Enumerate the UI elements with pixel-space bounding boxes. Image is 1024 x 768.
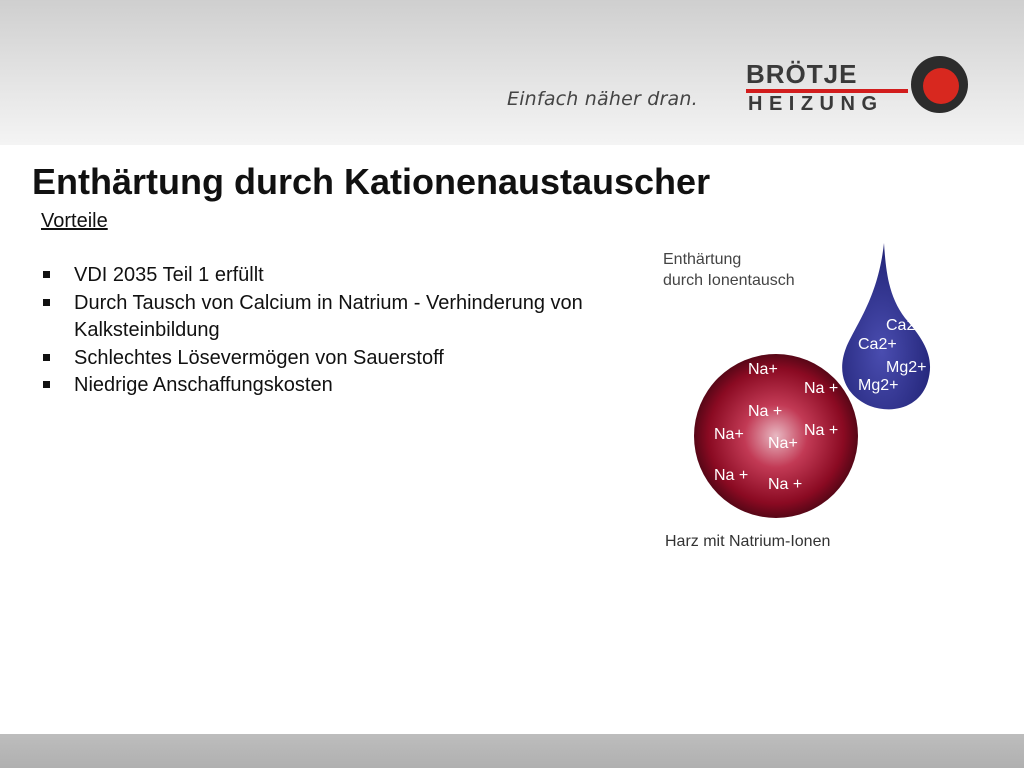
resin-ion-label: Na + [804, 380, 839, 397]
drop-ion-label: Mg2+ [858, 377, 899, 394]
slogan: Einfach näher dran. [507, 88, 698, 110]
resin-ion-label: Na+ [768, 435, 798, 452]
resin-ion-label: Na + [714, 467, 749, 484]
footer-band [0, 734, 1024, 768]
bullet-square-icon [43, 354, 50, 361]
resin-ion-label: Na + [748, 403, 783, 420]
logo-circle-icon [911, 56, 968, 113]
drop-ion-label: Ca2+ [886, 317, 925, 334]
advantages-list [41, 262, 641, 400]
resin-ion-label: Na+ [748, 361, 778, 378]
figure-title-line: Enthärtung [663, 251, 742, 268]
resin-ion-label: Na + [768, 476, 803, 493]
header-band [0, 0, 1024, 145]
list-item [41, 372, 641, 400]
list-item [41, 262, 641, 290]
figure-caption: Harz mit Natrium-Ionen [665, 533, 831, 550]
list-item-text: Schlechtes Lösevermögen von Sauerstoff [74, 346, 444, 369]
list-item-text: VDI 2035 Teil 1 erfüllt [74, 264, 264, 286]
slide-title: Enthärtung durch Kationenaustauscher [32, 161, 711, 202]
drop-ion-label: Mg2+ [886, 359, 927, 376]
resin-ion-label: Na + [804, 422, 839, 439]
figure-title-line: durch Ionentausch [663, 272, 795, 289]
brotje-logo [744, 56, 972, 116]
logo-word-brand: BRÖTJE [746, 59, 858, 89]
bullet-square-icon [43, 299, 50, 306]
ion-exchange-diagram [680, 236, 940, 536]
bullet-square-icon [43, 271, 50, 278]
resin-ion-label: Na+ [714, 426, 744, 443]
list-item-text: Niedrige Anschaffungskosten [74, 374, 333, 396]
drop-ion-label: Ca2+ [858, 336, 897, 353]
list-item-text: Durch Tausch von Calcium in Natrium - Verhinderung von Kalksteinbildung [74, 291, 583, 341]
list-item [41, 345, 641, 373]
slide-subtitle: Vorteile [41, 210, 108, 232]
bullet-square-icon [43, 381, 50, 388]
list-item [41, 290, 641, 345]
logo-word-heizung: HEIZUNG [748, 93, 884, 115]
